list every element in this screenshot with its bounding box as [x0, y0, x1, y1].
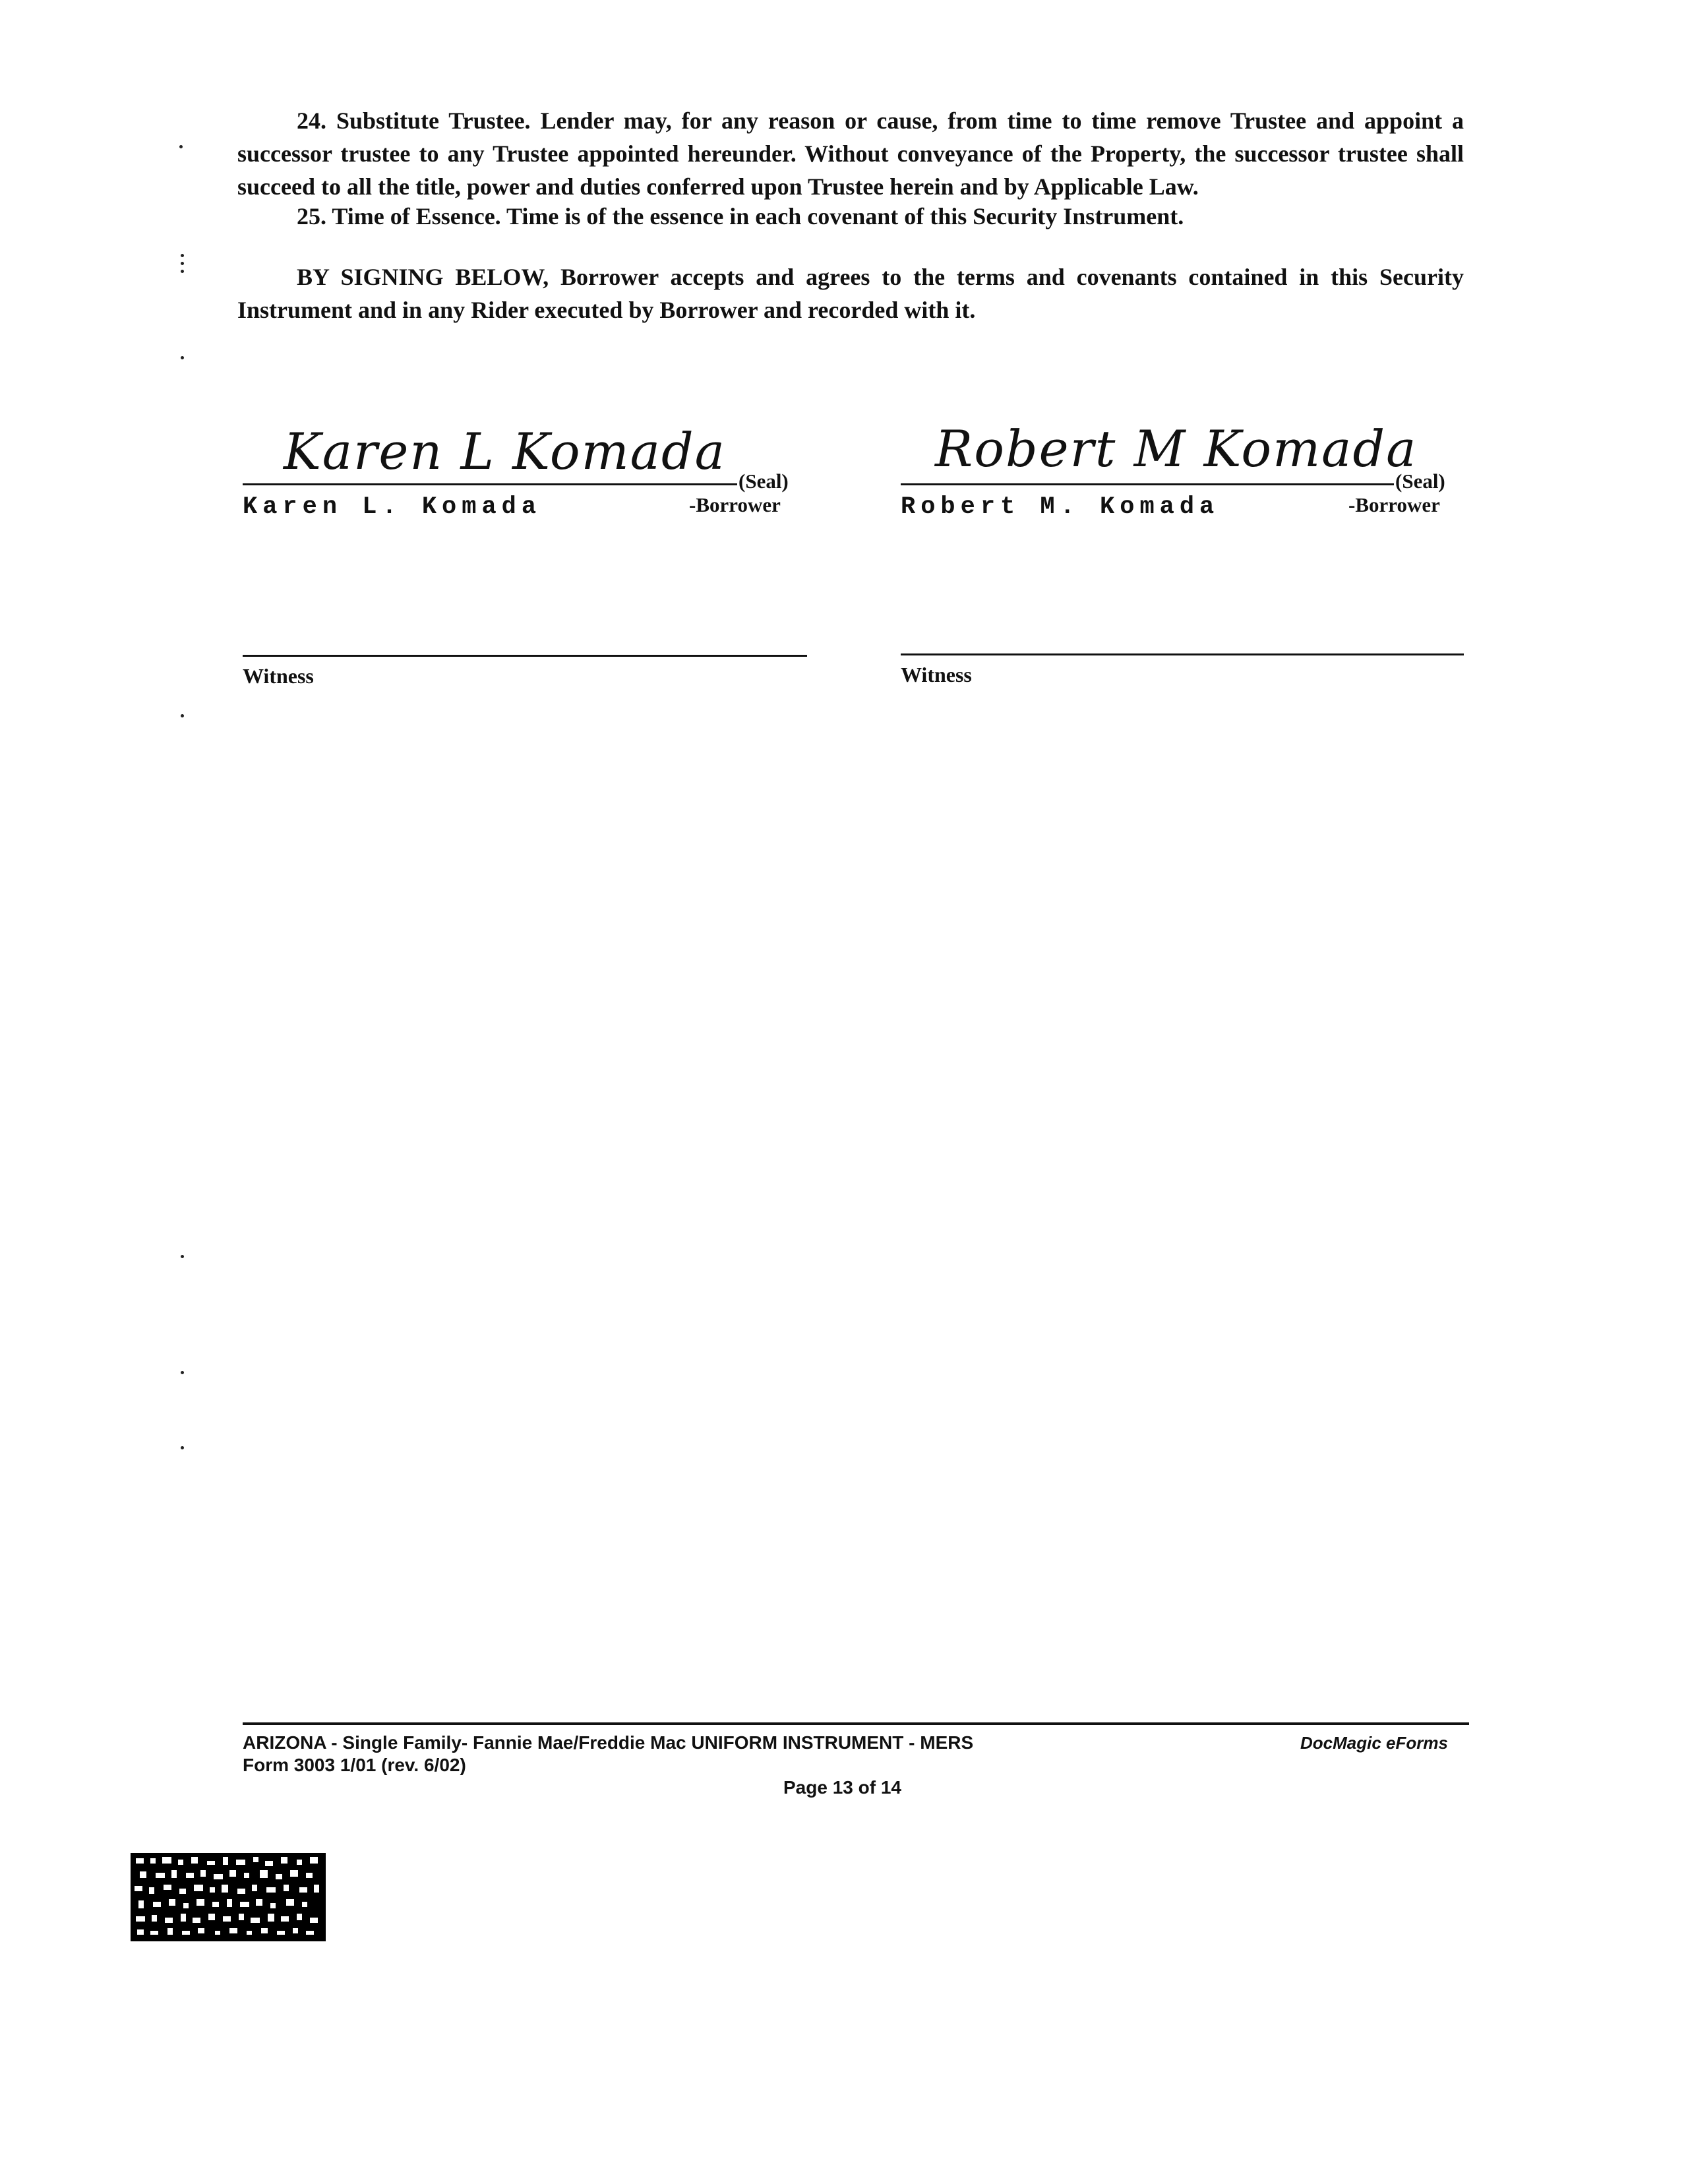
margin-dot — [181, 1255, 184, 1258]
margin-dot — [181, 262, 184, 265]
signature-line — [243, 483, 737, 485]
paragraph-heading: Substitute Trustee. — [336, 107, 531, 134]
signature-line — [901, 483, 1394, 485]
witness-label: Witness — [243, 664, 314, 688]
paragraph-number: 24. — [297, 107, 326, 134]
footer-form-number: Form 3003 1/01 (rev. 6/02) — [243, 1755, 466, 1775]
seal-label: (Seal) — [1395, 470, 1445, 493]
paragraph-number: 25. — [297, 203, 326, 229]
margin-dot — [181, 1371, 184, 1374]
signing-statement: BY SIGNING BELOW, Borrower accepts and agrees to the terms and covenants contained in this Security Instrument and in any Rider executed by Borrower and recorded with it. — [237, 264, 1464, 323]
footer-form-title: ARIZONA - Single Family- Fannie Mae/Freddie Mac UNIFORM INSTRUMENT - MERS — [243, 1732, 974, 1753]
witness-line — [901, 653, 1464, 655]
margin-dot — [181, 1446, 184, 1449]
signature-robert: Robert M Komada — [935, 419, 1418, 478]
printed-name: Karen L. Komada — [243, 493, 542, 521]
paragraph-heading: Time of Essence. — [332, 203, 501, 229]
paragraph-25 — [237, 200, 1464, 233]
paragraph-text: Lender may, for any reason or cause, from time to time remove Trustee and appoint a successor trustee to any Trustee appointed hereunder. Without conveyance of the Property, the successor trustee shall succeed to all the title, power and duties conferred upon Trustee herein and by Applicable Law. — [237, 107, 1464, 200]
printed-name: Robert M. Komada — [901, 493, 1220, 521]
seal-label: (Seal) — [738, 470, 789, 493]
paragraph-24 — [237, 104, 1464, 203]
witness-line — [243, 655, 807, 657]
margin-dot — [181, 714, 184, 717]
footer-rule — [243, 1722, 1469, 1725]
docmagic-logo: DocMagic eForms — [1300, 1733, 1448, 1753]
margin-dot — [181, 270, 184, 273]
margin-dot — [181, 356, 184, 359]
signature-karen: Karen L Komada — [284, 422, 726, 481]
margin-dot — [181, 254, 184, 257]
margin-dot — [179, 145, 183, 148]
datamatrix-barcode — [131, 1853, 326, 1941]
page-number: Page 13 of 14 — [783, 1777, 901, 1798]
role-label: -Borrower — [1348, 493, 1440, 516]
role-label: -Borrower — [689, 493, 781, 516]
paragraph-text: Time is of the essence in each covenant of this Security Instrument. — [506, 203, 1184, 229]
witness-label: Witness — [901, 663, 972, 686]
